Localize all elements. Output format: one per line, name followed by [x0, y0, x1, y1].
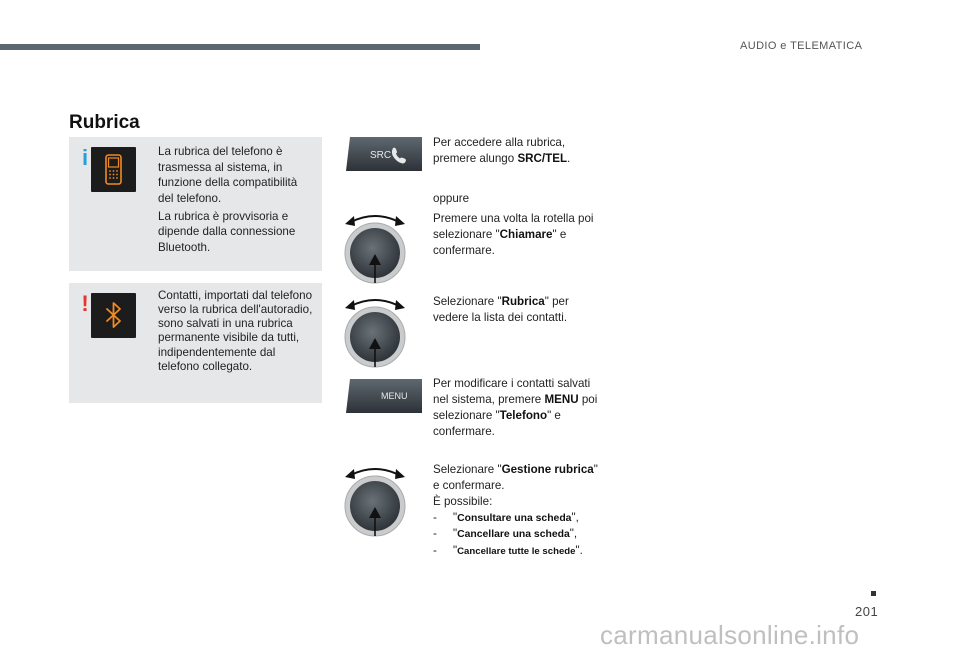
warning-note-paragraph: Contatti, importati dal telefono verso la rubrica dell'autoradio, sono salvati in una rubrica permanente visibile da tutti, indipendentemente dal telefono collegato.	[158, 289, 313, 373]
page-number: 201	[855, 604, 879, 619]
or-label: oppure	[433, 192, 470, 205]
rotary-knob-select	[339, 292, 411, 364]
warning-note	[69, 283, 322, 403]
step-knob-rubrica-text: Selezionare "Rubrica" per vedere la lista dei contatti.	[433, 295, 569, 324]
list-item: - "Consultare una scheda",	[433, 510, 579, 524]
step-src-text: Per accedere alla rubrica, premere alungo SRC/TEL.	[433, 136, 571, 165]
continuation-marker	[871, 591, 876, 596]
step-knob-call-text: Premere una volta la rotella poi selezionare "Chiamare" e confermare.	[433, 212, 594, 257]
bluetooth-icon	[91, 293, 136, 338]
list-item: - "Cancellare una scheda",	[433, 527, 578, 541]
rotary-knob-press	[339, 208, 411, 280]
info-marker: i	[81, 145, 89, 170]
src-button-label: SRC	[370, 150, 392, 161]
possible-label: È possibile:	[433, 494, 493, 508]
info-note-paragraph: La rubrica del telefono è trasmessa al sistema, in funzione della compatibilità del telefono.	[158, 145, 298, 205]
list-item: - "Cancellare tutte le schede".	[433, 543, 583, 557]
warning-marker: !	[81, 291, 89, 316]
step-knob-manage-text: Selezionare "Gestione rubrica" e confermare. È possibile: - "Consultare una scheda", - "Cancellare una scheda", - "Cancellare tutte le schede".	[433, 462, 603, 559]
menu-button	[344, 377, 424, 415]
step-menu-text: Per modificare i contatti salvati nel sistema, premere MENU poi selezionare "Telefono" e confermare.	[433, 377, 598, 438]
watermark: carmanualsonline.info	[600, 620, 860, 650]
header-bar	[0, 44, 480, 50]
warning-note-text	[158, 289, 313, 374]
menu-button-label: MENU	[381, 391, 408, 401]
page-title: Rubrica	[69, 112, 140, 133]
options-list	[433, 510, 603, 559]
src-tel-button	[344, 135, 424, 173]
rotary-knob-manage	[339, 461, 411, 533]
section-header: AUDIO e TELEMATICA	[740, 40, 863, 52]
phone-icon	[91, 147, 136, 192]
info-note	[69, 137, 322, 271]
info-note-paragraph: La rubrica è provvisoria e dipende dalla connessione Bluetooth.	[158, 209, 296, 254]
info-note-text	[158, 144, 313, 255]
